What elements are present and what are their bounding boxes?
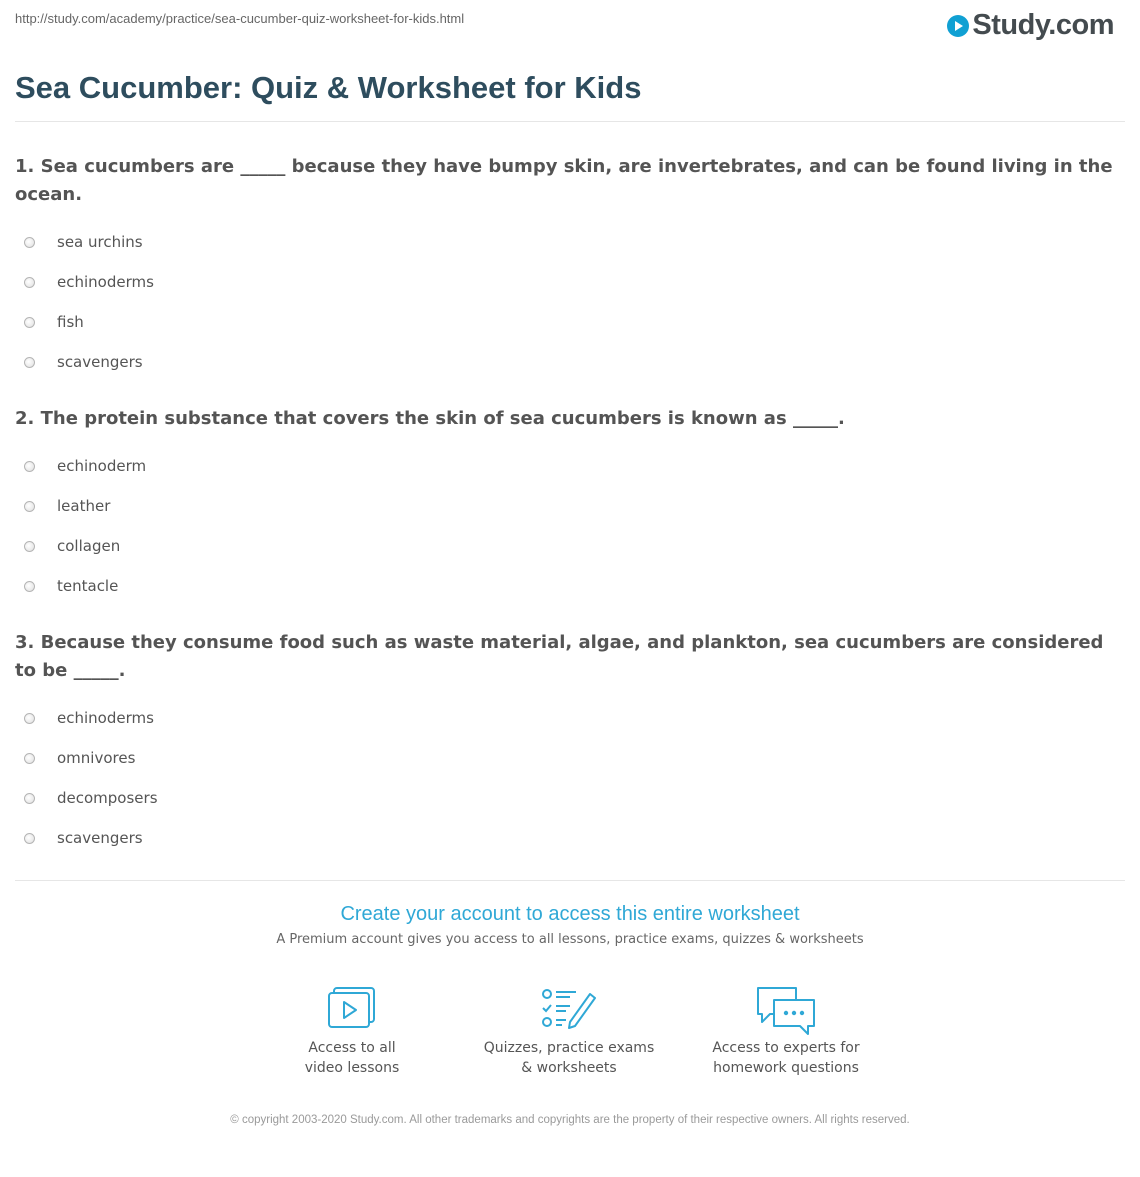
choice-label: collagen <box>57 537 121 555</box>
radio-button[interactable] <box>24 237 35 248</box>
feature-label: Access to experts for homework questions <box>712 1040 860 1076</box>
video-lessons-icon <box>326 986 378 1030</box>
choice-option[interactable] <box>15 262 1115 302</box>
choice-option[interactable] <box>15 738 1115 778</box>
choice-option[interactable] <box>15 526 1115 566</box>
title-divider <box>15 121 1125 122</box>
radio-button[interactable] <box>24 713 35 724</box>
choice-label: omnivores <box>57 749 136 767</box>
radio-button[interactable] <box>24 833 35 844</box>
radio-button[interactable] <box>24 753 35 764</box>
choice-option[interactable] <box>15 222 1115 262</box>
question-2 <box>15 405 1115 606</box>
feature-quizzes <box>469 986 669 1078</box>
radio-button[interactable] <box>24 357 35 368</box>
choice-list <box>15 222 1115 382</box>
chat-bubbles-icon <box>754 986 818 1038</box>
question-1 <box>15 153 1115 382</box>
choice-label: echinoderms <box>57 273 154 291</box>
choice-option[interactable] <box>15 446 1115 486</box>
choice-label: leather <box>57 497 111 515</box>
question-text: 2. The protein substance that covers the skin of sea cucumbers is known as _____. <box>15 408 845 429</box>
choice-label: tentacle <box>57 577 119 595</box>
feature-experts <box>686 986 886 1078</box>
copyright-footer: © copyright 2003-2020 Study.com. All other trademarks and copyrights are the property of their respective owners. All rights reserved. <box>230 1114 910 1126</box>
question-text: 1. Sea cucumbers are _____ because they have bumpy skin, are invertebrates, and can be found living in the ocean. <box>15 156 1113 205</box>
choice-label: decomposers <box>57 789 158 807</box>
cta-divider <box>15 880 1125 881</box>
choice-option[interactable] <box>15 486 1115 526</box>
question-3 <box>15 629 1115 858</box>
choice-option[interactable] <box>15 566 1115 606</box>
choice-label: echinoderm <box>57 457 147 475</box>
question-text: 3. Because they consume food such as waste material, algae, and plankton, sea cucumbers are considered to be _____. <box>15 632 1104 681</box>
choice-option[interactable] <box>15 778 1115 818</box>
study-logo[interactable] <box>947 9 1114 42</box>
page-url: http://study.com/academy/practice/sea-cucumber-quiz-worksheet-for-kids.html <box>15 11 465 26</box>
radio-button[interactable] <box>24 581 35 592</box>
choice-label: sea urchins <box>57 233 143 251</box>
choice-option[interactable] <box>15 818 1115 858</box>
top-bar <box>15 11 1114 43</box>
features-row <box>0 986 1140 1086</box>
feature-video-lessons <box>252 986 452 1078</box>
choice-label: scavengers <box>57 829 143 847</box>
play-circle-icon <box>947 15 969 37</box>
radio-button[interactable] <box>24 501 35 512</box>
choice-option[interactable] <box>15 342 1115 382</box>
cta-subtitle: A Premium account gives you access to all lessons, practice exams, quizzes & worksheets <box>276 932 864 947</box>
logo-text: Study.com <box>972 9 1114 41</box>
radio-button[interactable] <box>24 541 35 552</box>
choice-option[interactable] <box>15 302 1115 342</box>
radio-button[interactable] <box>24 317 35 328</box>
radio-button[interactable] <box>24 793 35 804</box>
feature-label: Quizzes, practice exams & worksheets <box>483 1040 655 1076</box>
choice-option[interactable] <box>15 698 1115 738</box>
choice-list <box>15 698 1115 858</box>
choice-list <box>15 446 1115 606</box>
cta-title[interactable]: Create your account to access this entire worksheet <box>340 903 800 925</box>
page-title: Sea Cucumber: Quiz & Worksheet for Kids <box>15 70 642 105</box>
choice-label: fish <box>57 313 84 331</box>
choice-label: echinoderms <box>57 709 154 727</box>
quiz-checklist-icon <box>540 986 598 1030</box>
radio-button[interactable] <box>24 277 35 288</box>
radio-button[interactable] <box>24 461 35 472</box>
cta-section <box>0 903 1140 947</box>
choice-label: scavengers <box>57 353 143 371</box>
feature-label: Access to all video lessons <box>304 1040 400 1076</box>
